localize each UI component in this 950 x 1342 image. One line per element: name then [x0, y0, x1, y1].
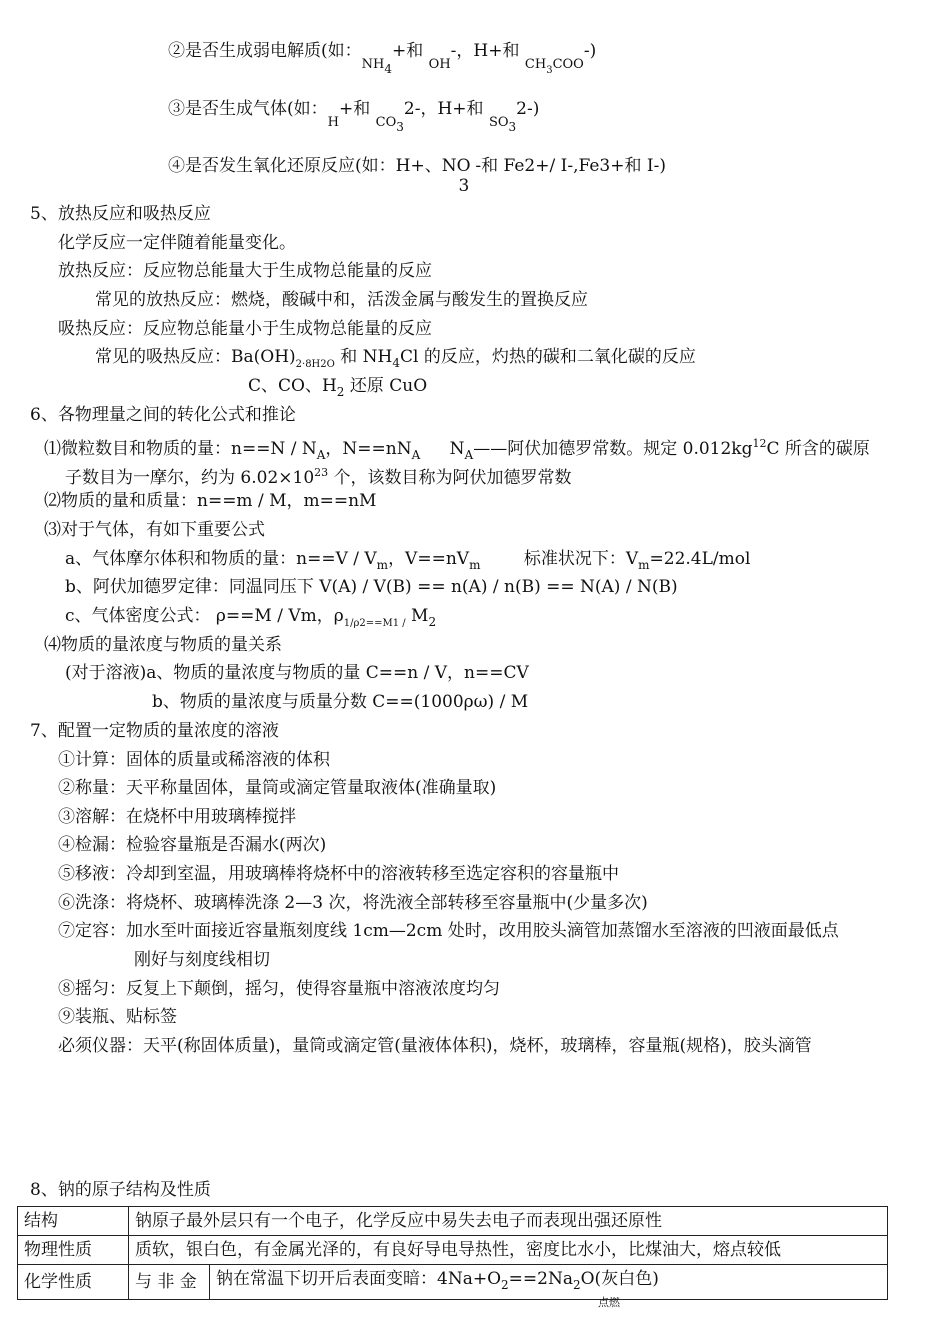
formula-ch3coo	[524, 57, 584, 76]
t: Cl 的反应，灼热的碳和二氧化碳的反应	[400, 347, 696, 367]
section-5-heading: 5、放热反应和吸热反应	[30, 204, 211, 224]
t: ==2Na	[508, 1269, 573, 1289]
t: CO	[375, 115, 397, 130]
t: -和 Fe2+/ I-,Fe3+和 I-)	[475, 156, 666, 176]
t: 3	[396, 120, 404, 134]
step-line: ⑧摇匀：反复上下颠倒，摇匀，使得容量瓶中溶液浓度均匀	[58, 979, 500, 999]
sodium-properties-table	[17, 1206, 888, 1300]
table-cell: 质软，银白色，有金属光泽的，有良好导电导热性，密度比水小，比煤油大，熔点较低	[129, 1236, 888, 1265]
t: 2-)	[516, 99, 540, 119]
t: 2	[501, 1278, 509, 1292]
t: 2	[336, 385, 345, 399]
text-line: b、物质的量浓度与质量分数 C==(1000ρω) / M	[152, 692, 529, 712]
t: 2	[428, 615, 437, 629]
table-cell: 钠原子最外层只有一个电子，化学反应中易失去电子而表现出强还原性	[129, 1207, 888, 1236]
step-line: ⑤移液：冷却到室温，用玻璃棒将烧杯中的溶液转移至选定容积的容量瓶中	[58, 864, 619, 884]
t: 2-，H+和	[403, 99, 484, 119]
t: O(灰白色)	[580, 1269, 659, 1289]
text-line	[65, 462, 572, 489]
t: NH	[361, 57, 385, 72]
t: ——阿伏加德罗常数。规定 0.012kg	[473, 439, 753, 459]
section-8-heading: 8、钠的原子结构及性质	[30, 1180, 211, 1200]
text-line	[248, 375, 427, 403]
t: ，N==nN	[325, 439, 412, 459]
t: 12	[752, 437, 767, 450]
table-row	[18, 1265, 888, 1300]
step-line: ⑦定容：加水至叶面接近容量瓶刻度线 1cm—2cm 处时，改用胶头滴管加蒸馏水至溶液的凹液面最低点	[58, 921, 839, 941]
step-line: ⑨装瓶、贴标签	[58, 1007, 177, 1027]
text-line	[65, 605, 436, 635]
step-line: 刚好与刻度线相切	[134, 950, 270, 970]
section-7-heading: 7、配置一定物质的量浓度的溶液	[30, 721, 279, 741]
t: N	[449, 439, 465, 459]
table-cell	[210, 1265, 888, 1300]
step-line: ①计算：固体的质量或稀溶液的体积	[58, 750, 330, 770]
t: 个，该数目称为阿伏加德罗常数	[333, 468, 572, 488]
t: =22.4L/mol	[649, 549, 751, 569]
t: SO	[488, 115, 509, 130]
text-line: 化学反应一定伴随着能量变化。	[58, 233, 296, 253]
t: m	[469, 558, 481, 572]
t: 3	[546, 65, 553, 76]
table-cell: 与 非 金	[129, 1265, 210, 1300]
t: m	[638, 558, 650, 572]
section-6-heading: 6、各物理量之间的转化公式和推论	[30, 405, 296, 425]
table-cell: 物理性质	[18, 1236, 129, 1265]
ion-item-4	[168, 155, 666, 196]
step-line: ④检漏：检验容量瓶是否漏水(两次)	[58, 835, 327, 855]
table-cell: 化学性质	[18, 1265, 129, 1300]
reaction-condition-label: 点燃	[598, 1296, 620, 1309]
step-line: ②称量：天平称量固体，量筒或滴定管量取液体(准确量取)	[58, 778, 497, 798]
t: -，H+和	[450, 41, 520, 61]
text-line: ⑶对于气体，有如下重要公式	[44, 520, 265, 540]
text: ②是否生成弱电解质(如：	[168, 41, 362, 61]
t: 还原 CuO	[349, 376, 428, 396]
formula-oh: OH	[428, 57, 451, 72]
text-line: 放热反应：反应物总能量大于生成物总能量的反应	[58, 261, 432, 281]
t: A	[316, 448, 326, 462]
t: A	[464, 448, 474, 462]
t: 子数目为一摩尔，约为 6.02×10	[65, 468, 315, 488]
formula-co3	[375, 115, 404, 134]
t: ，V==nV	[388, 549, 470, 569]
t: M	[411, 606, 429, 626]
formula-so3	[488, 115, 517, 134]
t: 标准状况下：V	[523, 549, 639, 569]
t: C 所含的碳原	[766, 439, 870, 459]
t: ⑴微粒数目和物质的量：n==N / N	[44, 439, 317, 459]
t: 23	[314, 466, 329, 479]
formula-nh4	[361, 57, 392, 76]
text-line: 常见的放热反应：燃烧，酸碱中和，活泼金属与酸发生的置换反应	[95, 290, 588, 310]
t: +和	[338, 99, 371, 119]
t: ③是否生成气体(如：	[168, 99, 328, 119]
text-line: ⑵物质的量和质量：n==m / M，m==nM	[44, 491, 377, 511]
t: a、气体摩尔体积和物质的量：n==V / V	[65, 549, 377, 569]
text-line: ⑷物质的量浓度与物质的量关系	[44, 635, 282, 655]
text-line: 吸热反应：反应物总能量小于生成物总能量的反应	[58, 319, 432, 339]
text-line: b、阿伏加德罗定律：同温同压下 V(A) / V(B) == n(A) / n(B) == N(A) / N(B)	[65, 577, 678, 597]
table-row	[18, 1236, 888, 1265]
t: 2·8H2O	[295, 359, 335, 370]
t: C、CO、H	[248, 376, 337, 396]
t: m	[376, 558, 389, 572]
t: 3	[458, 176, 470, 196]
ion-item-2	[168, 40, 597, 76]
t: COO	[552, 57, 584, 72]
t: -)	[583, 41, 597, 61]
step-line: ⑥洗涤：将烧杯、玻璃棒洗涤 2—3 次，将洗液全部转移至容量瓶中(少量多次)	[58, 893, 648, 913]
t: 1/ρ2==M1 /	[343, 618, 406, 629]
text-line: (对于溶液)a、物质的量浓度与物质的量 C==n / V，n==CV	[65, 663, 529, 683]
t: 4	[384, 62, 392, 76]
t: 钠在常温下切开后表面变暗：4Na+O	[216, 1269, 502, 1289]
text-line	[65, 548, 750, 576]
step-line: ③溶解：在烧杯中用玻璃棒搅拌	[58, 807, 296, 827]
text-line	[95, 346, 696, 376]
step-line: 必须仪器：天平(称固体质量)，量筒或滴定管(量液体体积)，烧杯，玻璃棒，容量瓶(规格)，胶头滴管	[58, 1036, 812, 1056]
t: A	[411, 448, 421, 462]
formula-h: H	[327, 115, 339, 130]
t: 2	[572, 1278, 581, 1292]
t: 常见的吸热反应：Ba(OH)	[95, 347, 296, 367]
t: ④是否发生氧化还原反应(如：H+、NO	[168, 156, 471, 176]
t: 和 NH	[340, 347, 393, 367]
t: CH	[524, 57, 547, 72]
table-cell: 结构	[18, 1207, 129, 1236]
t: 3	[508, 120, 517, 134]
t: c、气体密度公式： ρ==M / Vm，ρ	[65, 606, 344, 626]
t: 4	[392, 356, 400, 370]
table-row	[18, 1207, 888, 1236]
t: +和	[392, 41, 424, 61]
ion-item-3	[168, 98, 540, 134]
